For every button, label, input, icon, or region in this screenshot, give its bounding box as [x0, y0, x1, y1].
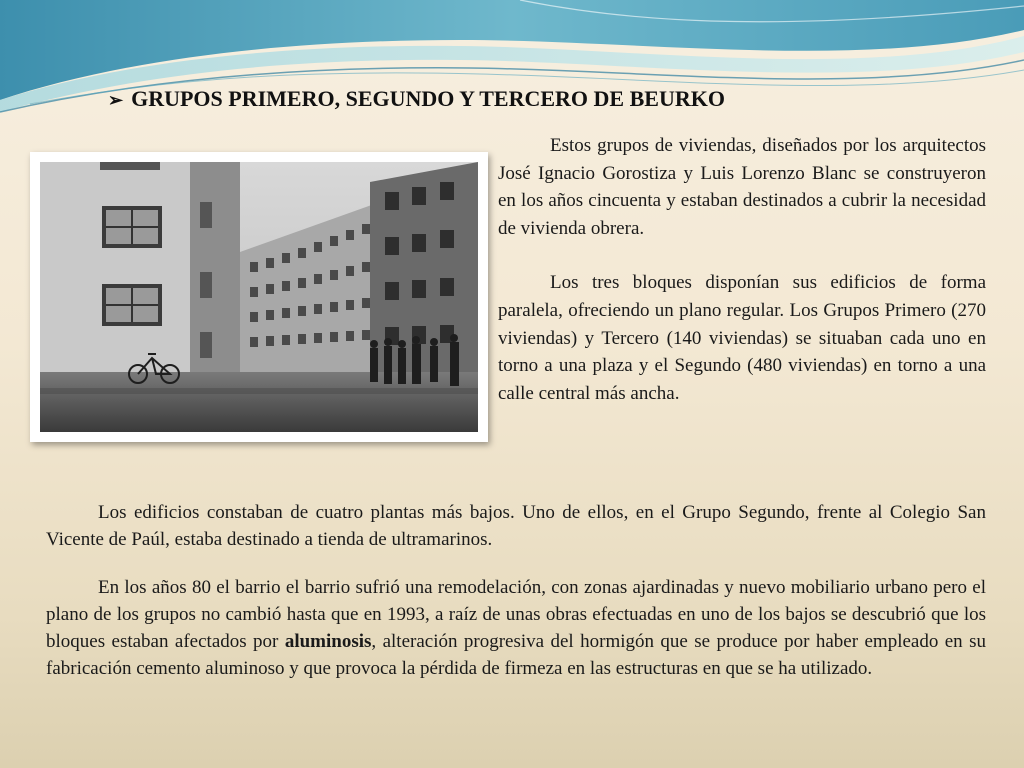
- historic-photo-frame: [30, 152, 488, 442]
- historic-buildings-photo: [40, 162, 478, 432]
- slide-title-text: GRUPOS PRIMERO, SEGUNDO Y TERCERO DE BEURKO: [131, 86, 725, 111]
- paragraph-designers: Estos grupos de viviendas, diseñados por los arquitectos José Ignacio Gorostiza y Luis Lorenzo Blanc se construyeron en los años cincuenta y estaban destinados a cubrir la necesidad de vivienda obrera.: [498, 135, 986, 239]
- arrow-bullet-icon: ➢: [108, 90, 124, 110]
- paragraph-aluminosis-end: , alteración progresiva del hormigón que se produce por haber empleado en su fabricación cemento aluminoso y que provoca la pérdida de firmeza en las estructuras en que se ha utilizado.: [46, 631, 986, 680]
- paragraph-blocks: Los tres bloques disponían sus edificios de forma paralela, ofreciendo un plano regular. Los Grupos Primero (270 viviendas) y Tercero (140 viviendas) se situaban cada uno en torno a una plaza y el Segundo (480 viviendas) en torno a una calle central más ancha.: [498, 272, 986, 404]
- paragraph-aluminosis-start: En los años 80 el barrio el barrio sufrió una remodelación, con zonas ajardinadas y nuevo mobiliario urbano pero el plano de los grupos no cambió hasta que en 1993, a raíz de unas obras efectuadas en uno de los bajos se descubrió que los bloques estaban afectados por: [46, 576, 986, 653]
- paragraph-aluminosis: [46, 574, 986, 683]
- aluminosis-term: aluminosis: [284, 631, 372, 653]
- intro-text-column: [498, 132, 986, 434]
- paragraph-buildings: Los edificios constaban de cuatro plantas más bajos. Uno de ellos, en el Grupo Segundo, frente al Colegio San Vicente de Paúl, estaba destinado a tienda de ultramarinos.: [46, 502, 986, 551]
- lower-text-block: [46, 499, 986, 703]
- slide-title: [108, 86, 725, 112]
